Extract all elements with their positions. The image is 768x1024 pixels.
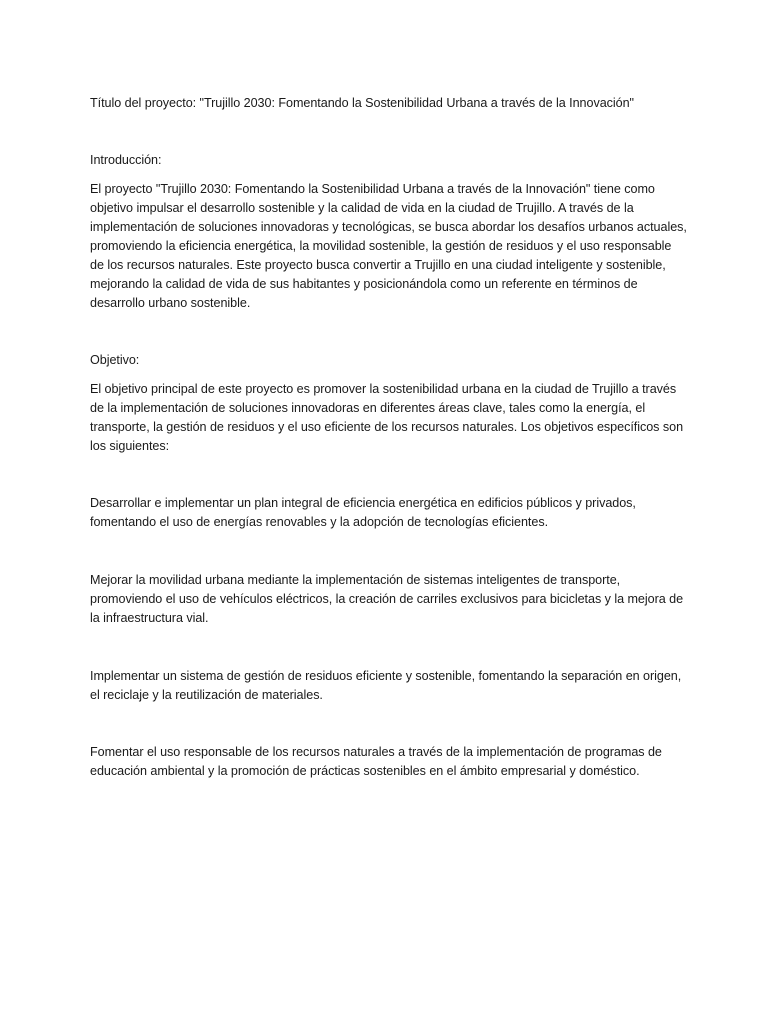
- introduction-heading: Introducción:: [90, 153, 162, 167]
- project-title: Título del proyecto: "Trujillo 2030: Fomentando la Sostenibilidad Urbana a través de la Innovación": [90, 96, 634, 110]
- document-page: [90, 0, 688, 1024]
- specific-objective-item: Desarrollar e implementar un plan integral de eficiencia energética en edificios públicos y privados, fomentando el uso de energías renovables y la adopción de tecnologías eficientes.: [90, 496, 636, 529]
- specific-objective-item: Implementar un sistema de gestión de residuos eficiente y sostenible, fomentando la separación en origen, el reciclaje y la reutilización de materiales.: [90, 669, 682, 702]
- introduction-paragraph: El proyecto "Trujillo 2030: Fomentando la Sostenibilidad Urbana a través de la Innovación" tiene como objetivo impulsar el desarrollo sostenible y la calidad de vida en la ciudad de Trujillo. A través de la implementación de soluciones innovadoras y tecnológicas, se busca abordar los desafíos urbanos actuales, promoviendo la eficiencia energética, la movilidad sostenible, la gestión de residuos y el uso responsable de los recursos naturales. Este proyecto busca convertir a Trujillo en una ciudad inteligente y sostenible, mejorando la calidad de vida de sus habitantes y posicionándola como un referente en términos de desarrollo urbano sostenible.: [90, 182, 687, 310]
- objective-paragraph: El objetivo principal de este proyecto es promover la sostenibilidad urbana en la ciudad de Trujillo a través de la implementación de soluciones innovadoras en diferentes áreas clave, tales como la energía, el transporte, la gestión de residuos y el uso eficiente de los recursos naturales. Los objetivos específicos son los siguientes:: [90, 382, 684, 453]
- specific-objective-item: Fomentar el uso responsable de los recursos naturales a través de la implementación de programas de educación ambiental y la promoción de prácticas sostenibles en el ámbito empresarial y doméstico.: [90, 745, 662, 778]
- objective-heading: Objetivo:: [90, 353, 140, 367]
- specific-objective-item: Mejorar la movilidad urbana mediante la implementación de sistemas inteligentes de transporte, promoviendo el uso de vehículos eléctricos, la creación de carriles exclusivos para bicicletas y la mejora de la infraestructura vial.: [90, 573, 684, 625]
